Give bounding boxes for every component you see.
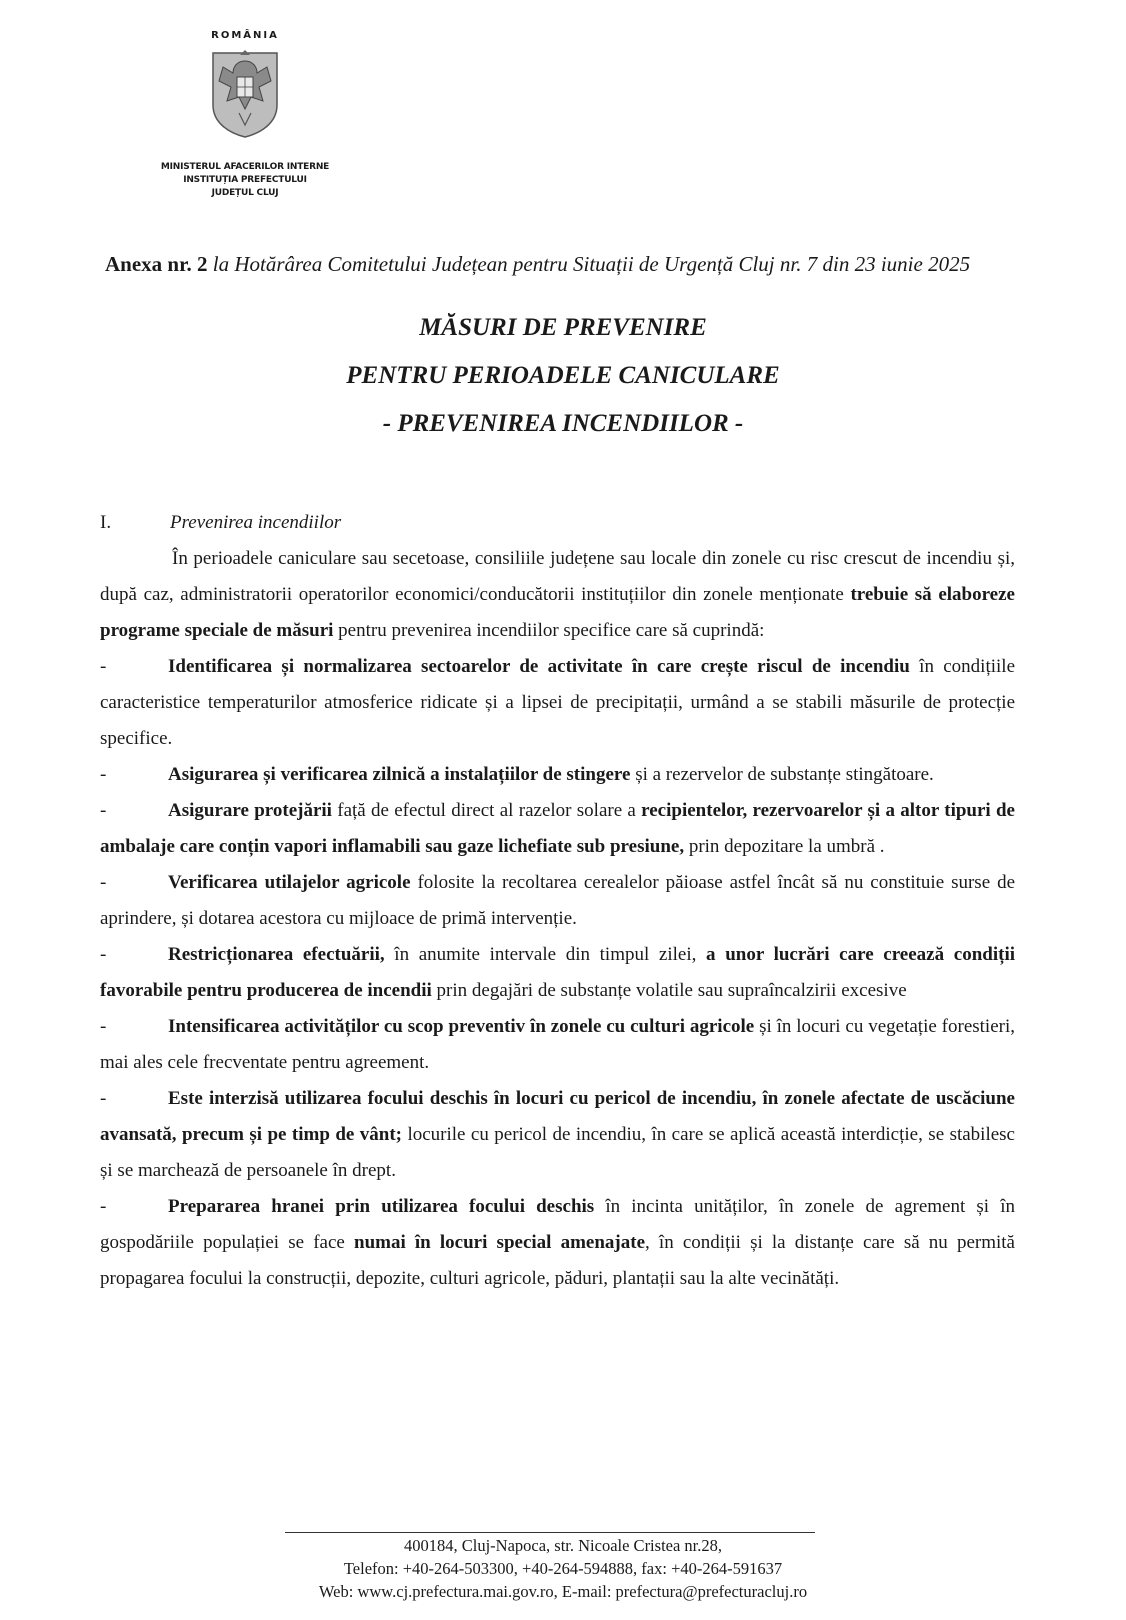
list-item: - Restricționarea efectuării, în anumite intervale din timpul zilei, a unor lucrări care creează condiții favorabile pentru producerea de incendii prin degajări de substanțe volatile sau supraîncalzirii excesive (100, 944, 1015, 1001)
footer-phones: Telefon: +40-264-503300, +40-264-594888, fax: +40-264-591637 (343, 1559, 783, 1578)
section-number: I. (100, 512, 112, 533)
section-heading (100, 505, 1015, 541)
item-emphasis: Prepararea hranei prin utilizarea focului deschis (168, 1196, 595, 1217)
intro-text: În perioadele caniculare sau secetoase, consiliile județene sau locale din zonele cu risc crescut de incendiu și, după caz, administratorii operatorilor economici/conducătorii instituțiilor din zonele menționate (100, 548, 1015, 605)
item-emphasis: Asigurarea și verificarea zilnică a instalațiilor de stingere (168, 764, 631, 785)
item-text: locurile cu pericol de incendiu, în care se aplică această interdicție, se stabilesc și se marchează de persoanele în drept. (100, 1124, 1015, 1181)
list-item: - Asigurarea și verificarea zilnică a instalațiilor de stingere și a rezervelor de substanțe stingătoare. (100, 764, 934, 785)
item-text: în condițiile caracteristice temperaturilor atmosferice ridicate și a lipsei de precipitații, urmând a se stabili măsurile de protecție specifice. (100, 656, 1016, 749)
item-text: folosite la recoltarea cerealelor păioase astfel încât să nu constituie surse de aprindere, și dotarea acestora cu mijloace de primă intervenție. (100, 872, 1016, 929)
list-item: - Identificarea și normalizarea sectoarelor de activitate în care crește riscul de incendiu în condițiile caracteristice temperaturilor atmosferice ridicate și a lipsei de precipitații, urmând a se stabili măsurile de protecție specifice. (100, 656, 1016, 749)
list-item: - Verificarea utilajelor agricole folosite la recoltarea cerealelor păioase astfel încât să nu constituie surse de aprindere, și dotarea acestora cu mijloace de primă intervenție. (100, 872, 1016, 929)
item-text: în incinta unităților, în zonele de agrement și în gospodăriile populației se face (100, 1196, 1015, 1253)
institution-name (130, 161, 360, 200)
item-text: prin degajări de substanțe volatile sau supraîncalzirii excesive (431, 980, 907, 1001)
institution-line: MINISTERUL AFACERILOR INTERNE (160, 162, 330, 172)
institution-line: JUDEȚUL CLUJ (211, 188, 279, 198)
document-title-line2: PENTRU PERIOADELE CANICULARE (346, 362, 780, 389)
letterhead (130, 30, 360, 200)
footer (0, 1534, 1126, 1603)
intro-emphasis: trebuie să elaboreze programe speciale de măsuri (100, 584, 1015, 641)
list-item: - Este interzisă utilizarea focului deschis în locuri cu pericol de incendiu, în zonele afectate de uscăciune avansată, precum și pe timp de vânt; locurile cu pericol de incendiu, în care se aplică această interdicție, se stabilesc și se marchează de persoanele în drept. (100, 1088, 1015, 1181)
item-emphasis: recipientelor, rezervoarelor și a altor tipuri de ambalaje care conțin vapori inflamabili sau gaze lichefiate sub presiune, (100, 800, 1015, 857)
footer-web: Web: www.cj.prefectura.mai.gov.ro, E-mail: prefectura@prefecturacluj.ro (318, 1582, 808, 1601)
item-text: și în locuri cu vegetație forestieri, mai ales cele frecventate pentru agreement. (100, 1016, 1015, 1073)
list-item: - Asigurare protejării față de efectul direct al razelor solare a recipientelor, rezervoarelor și a altor tipuri de ambalaje care conțin vapori inflamabili sau gaze lichefiate sub presiune, prin depozitare la umbră . (100, 800, 1015, 857)
country-name: ROMÂNIA (211, 30, 279, 41)
item-emphasis: a unor lucrări care creează condiții favorabile pentru producerea de incendii (100, 944, 1015, 1001)
item-emphasis: Restricționarea efectuării, (168, 944, 385, 965)
item-emphasis: Asigurare protejării (168, 800, 332, 821)
intro-text: pentru prevenirea incendiilor specifice care să cuprindă: (333, 620, 765, 641)
section-title: Prevenirea incendiilor (170, 512, 342, 533)
item-text: și a rezervelor de substanțe stingătoare. (630, 764, 934, 785)
document-body (100, 505, 1015, 1297)
document-title-line3: - PREVENIREA INCENDIILOR - (382, 410, 744, 437)
annex-reference (105, 252, 970, 277)
item-emphasis: Este interzisă utilizarea focului deschis în locuri cu pericol de incendiu, în zonele afectate de uscăciune avansată, precum și pe timp de vânt; (100, 1088, 1015, 1145)
footer-divider (285, 1532, 815, 1533)
annex-text: la Hotărârea Comitetului Județean pentru Situații de Urgență Cluj nr. 7 din 23 iunie 2025 (212, 252, 971, 276)
item-emphasis: Verificarea utilajelor agricole (168, 872, 411, 893)
annex-label: Anexa nr. 2 (105, 252, 208, 276)
item-emphasis: Identificarea și normalizarea sectoarelor de activitate în care crește riscul de incendiu (168, 656, 910, 677)
institution-line: INSTITUȚIA PREFECTULUI (183, 175, 307, 185)
item-emphasis: Intensificarea activităților cu scop preventiv în zonele cu culturi agricole (168, 1016, 755, 1037)
intro-paragraph (100, 541, 1015, 649)
footer-address: 400184, Cluj-Napoca, str. Nicoale Cristea nr.28, (403, 1536, 723, 1555)
document-title-line1: MĂSURI DE PREVENIRE (419, 314, 707, 341)
item-emphasis: numai în locuri special amenajate (354, 1232, 646, 1253)
list-item: - Intensificarea activităților cu scop preventiv în zonele cu culturi agricole și în locuri cu vegetație forestieri, mai ales cele frecventate pentru agreement. (100, 1016, 1015, 1073)
item-text: în anumite intervale din timpul zilei, (384, 944, 707, 965)
item-text: prin depozitare la umbră . (684, 836, 885, 857)
coat-of-arms-icon (209, 47, 281, 139)
item-text: , în condiții și la distanțe care să nu permită propagarea focului la construcții, depozite, culturi agricole, păduri, plantații sau la alte vecinătăți. (100, 1232, 1015, 1289)
item-text: față de efectul direct al razelor solare a (331, 800, 642, 821)
list-item: - Prepararea hranei prin utilizarea focului deschis în incinta unităților, în zonele de agrement și în gospodăriile populației se face numai în locuri special amenajate, în condiții și la distanțe care să nu permită propagarea focului la construcții, depozite, culturi agricole, păduri, plantații sau la alte vecinătăți. (100, 1196, 1015, 1289)
